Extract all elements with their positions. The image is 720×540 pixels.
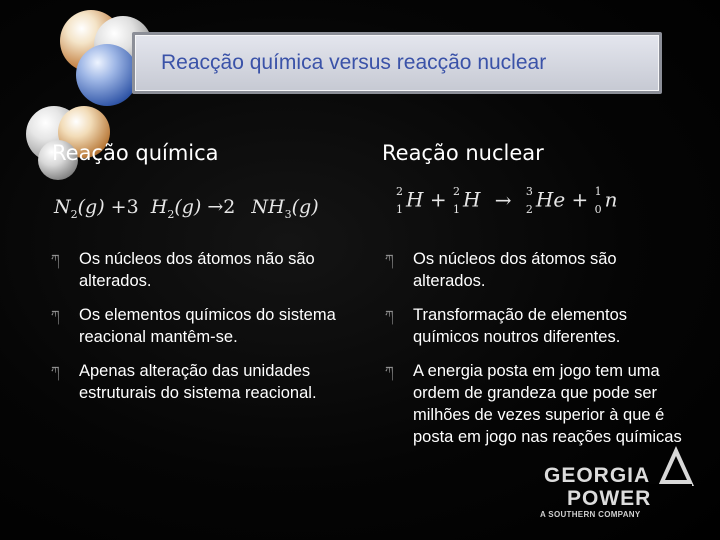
eq-nucleus-4: n xyxy=(604,187,618,212)
logo-line-1: GEORGIA xyxy=(544,464,651,487)
right-column-heading: Reação nuclear xyxy=(382,141,544,165)
eq-nucleus-2: H xyxy=(462,187,481,212)
bullet-text: Os núcleos dos átomos são alterados. xyxy=(413,250,617,290)
bullet-marker-icon: ཀ xyxy=(51,308,60,322)
bullet-marker-icon: ཀ xyxy=(385,364,394,378)
eq-product: NH xyxy=(251,196,285,218)
eq-reactant-2-state: (g) xyxy=(174,196,202,218)
right-bullet-3 xyxy=(386,360,686,448)
eq-mass-number: 2 xyxy=(452,185,460,198)
bullet-text: Os núcleos dos átomos não são alterados. xyxy=(79,250,315,290)
slide-title: Reacção química versus reacção nuclear xyxy=(161,51,547,74)
eq-atomic-number: 2 xyxy=(525,203,533,216)
eq-atomic-number: 1 xyxy=(396,203,403,216)
eq-nucleus-1: H xyxy=(406,187,424,212)
chemical-equation xyxy=(54,196,319,221)
bullet-marker-icon: ཀ xyxy=(51,364,60,378)
eq-mass-number: 1 xyxy=(594,185,602,198)
eq-product-coef: 2 xyxy=(223,196,236,218)
bullet-text: Apenas alteração das unidades estruturais do sistema reacional. xyxy=(79,362,317,402)
bullet-text: Transformação de elementos químicos noutros diferentes. xyxy=(413,306,627,346)
bullet-marker-icon: ཀ xyxy=(385,252,394,266)
bullet-text: A energia posta em jogo tem uma ordem de grandeza que pode ser milhões de vezes superior à que é posta em jogo nas reações químicas xyxy=(413,362,682,446)
eq-atomic-number: 0 xyxy=(594,203,602,216)
nuclear-equation xyxy=(396,186,618,218)
eq-reactant-2: H xyxy=(150,196,168,218)
right-bullet-2 xyxy=(386,304,686,348)
eq-plus: + xyxy=(429,187,447,212)
left-bullet-3 xyxy=(52,360,342,404)
georgia-power-logo xyxy=(536,444,696,524)
left-bullet-1 xyxy=(52,248,342,292)
bullet-marker-icon: ཀ xyxy=(51,252,60,266)
eq-plus: + xyxy=(571,187,589,212)
left-bullet-2 xyxy=(52,304,342,348)
bullet-marker-icon: ཀ xyxy=(385,308,394,322)
title-bar xyxy=(132,32,662,94)
logo-line-3: A SOUTHERN COMPANY xyxy=(540,510,641,519)
eq-plus-coef: +3 xyxy=(110,196,139,218)
bullet-text: Os elementos químicos do sistema reacional mantêm-se. xyxy=(79,306,336,346)
eq-product-state: (g) xyxy=(291,196,319,218)
eq-product-subscript: 3 xyxy=(284,207,292,221)
eq-atomic-number: 1 xyxy=(452,203,460,216)
eq-arrow: → xyxy=(494,187,512,212)
right-bullet-1 xyxy=(386,248,686,292)
eq-nucleus-3: He xyxy=(535,187,566,212)
eq-arrow: → xyxy=(207,196,224,218)
eq-mass-number: 2 xyxy=(396,185,403,198)
eq-reactant-1-subscript: 2 xyxy=(70,207,78,221)
eq-reactant-1-state: (g) xyxy=(77,196,105,218)
logo-line-2: POWER xyxy=(567,487,652,510)
left-column-heading: Reação química xyxy=(52,141,219,165)
eq-reactant-1: N xyxy=(54,196,71,218)
molecule-sphere xyxy=(76,44,138,106)
eq-mass-number: 3 xyxy=(525,185,533,198)
eq-reactant-2-subscript: 2 xyxy=(167,207,175,221)
